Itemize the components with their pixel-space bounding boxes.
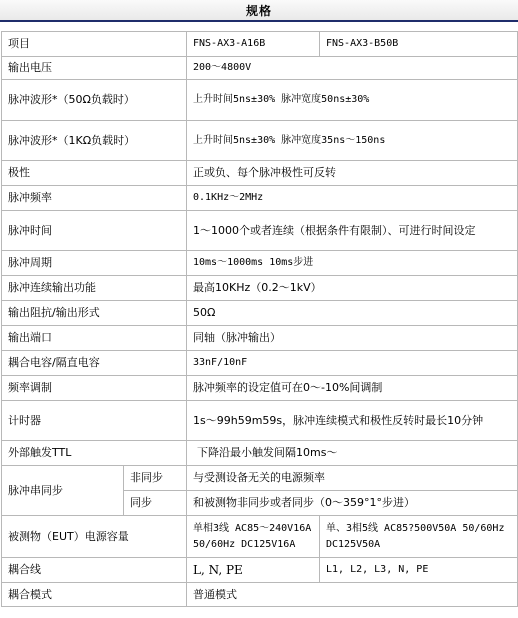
eut-value-a: 单相3线 AC85～240V16A 50/60Hz DC125V16A [187, 516, 320, 558]
coupling-mode-label: 耦合模式 [2, 583, 187, 607]
table-row [2, 251, 518, 276]
table-row [2, 326, 518, 351]
table-row [2, 301, 518, 326]
coupling-mode-value: 普通模式 [187, 583, 518, 607]
eut-label: 被测物（EUT）电源容量 [2, 516, 187, 558]
table-row [2, 401, 518, 441]
table-row [2, 161, 518, 186]
row-label: 输出端口 [2, 326, 187, 351]
table-row-coupling-mode [2, 583, 518, 607]
row-value: 最高10KHz（0.2～1kV） [187, 276, 518, 301]
row-value: 下降沿最小触发间隔10ms～ [187, 441, 518, 466]
row-label: 脉冲频率 [2, 186, 187, 211]
row-value: 上升时间5ns±30% 脉冲宽度35ns～150ns [187, 121, 518, 161]
row-value: 1s～99h59m59s，脉冲连续模式和极性反转时最长10分钟 [187, 401, 518, 441]
row-label: 脉冲波形*（1KΩ负载时） [2, 121, 187, 161]
table-row [2, 57, 518, 80]
table-row [2, 186, 518, 211]
sync-label: 脉冲串同步 [2, 466, 124, 516]
row-label: 脉冲波形*（50Ω负载时） [2, 80, 187, 121]
table-row [2, 376, 518, 401]
header-model-a: FNS-AX3-A16B [187, 32, 320, 57]
header-model-b: FNS-AX3-B50B [320, 32, 518, 57]
row-label: 耦合电容/隔直电容 [2, 351, 187, 376]
coupling-line-value-b: L1, L2, L3, N, PE [320, 558, 518, 583]
row-value: 33nF/10nF [187, 351, 518, 376]
table-row [2, 80, 518, 121]
row-value: 上升时间5ns±30% 脉冲宽度50ns±30% [187, 80, 518, 121]
row-value: 脉冲频率的设定值可在0～-10%间调制 [187, 376, 518, 401]
coupling-line-value-a: L, N, PE [187, 558, 320, 583]
row-label: 外部触发TTL [2, 441, 187, 466]
coupling-line-label: 耦合线 [2, 558, 187, 583]
sync-value: 和被测物非同步或者同步（0～359°1°步进） [187, 491, 518, 516]
row-value: 10ms～1000ms 10ms步进 [187, 251, 518, 276]
row-label: 输出阻抗/输出形式 [2, 301, 187, 326]
table-row [2, 441, 518, 466]
table-header-row [2, 32, 518, 57]
row-value: 200～4800V [187, 57, 518, 80]
table-row-coupling-line [2, 558, 518, 583]
table-row [2, 351, 518, 376]
row-value: 0.1KHz～2MHz [187, 186, 518, 211]
table-row-eut [2, 516, 518, 558]
async-value: 与受测设备无关的电源频率 [187, 466, 518, 491]
row-label: 极性 [2, 161, 187, 186]
row-label: 计时器 [2, 401, 187, 441]
eut-value-b: 单、3相5线 AC85?500V50A 50/60Hz DC125V50A [320, 516, 518, 558]
title-bar [0, 0, 518, 22]
row-label: 输出电压 [2, 57, 187, 80]
row-value: 正或负、每个脉冲极性可反转 [187, 161, 518, 186]
row-value: 同轴（脉冲输出） [187, 326, 518, 351]
async-label: 非同步 [124, 466, 187, 491]
row-value: 50Ω [187, 301, 518, 326]
row-label: 脉冲时间 [2, 211, 187, 251]
row-label: 频率调制 [2, 376, 187, 401]
table-row [2, 276, 518, 301]
table-row-sync-async [2, 466, 518, 491]
header-item-label: 项目 [2, 32, 187, 57]
row-label: 脉冲周期 [2, 251, 187, 276]
spec-table [1, 31, 518, 607]
table-row [2, 211, 518, 251]
row-label: 脉冲连续输出功能 [2, 276, 187, 301]
sync-sub-label: 同步 [124, 491, 187, 516]
page-title: 规格 [245, 4, 272, 18]
row-value: 1～1000个或者连续（根据条件有限制）、可进行时间设定 [187, 211, 518, 251]
table-row [2, 121, 518, 161]
